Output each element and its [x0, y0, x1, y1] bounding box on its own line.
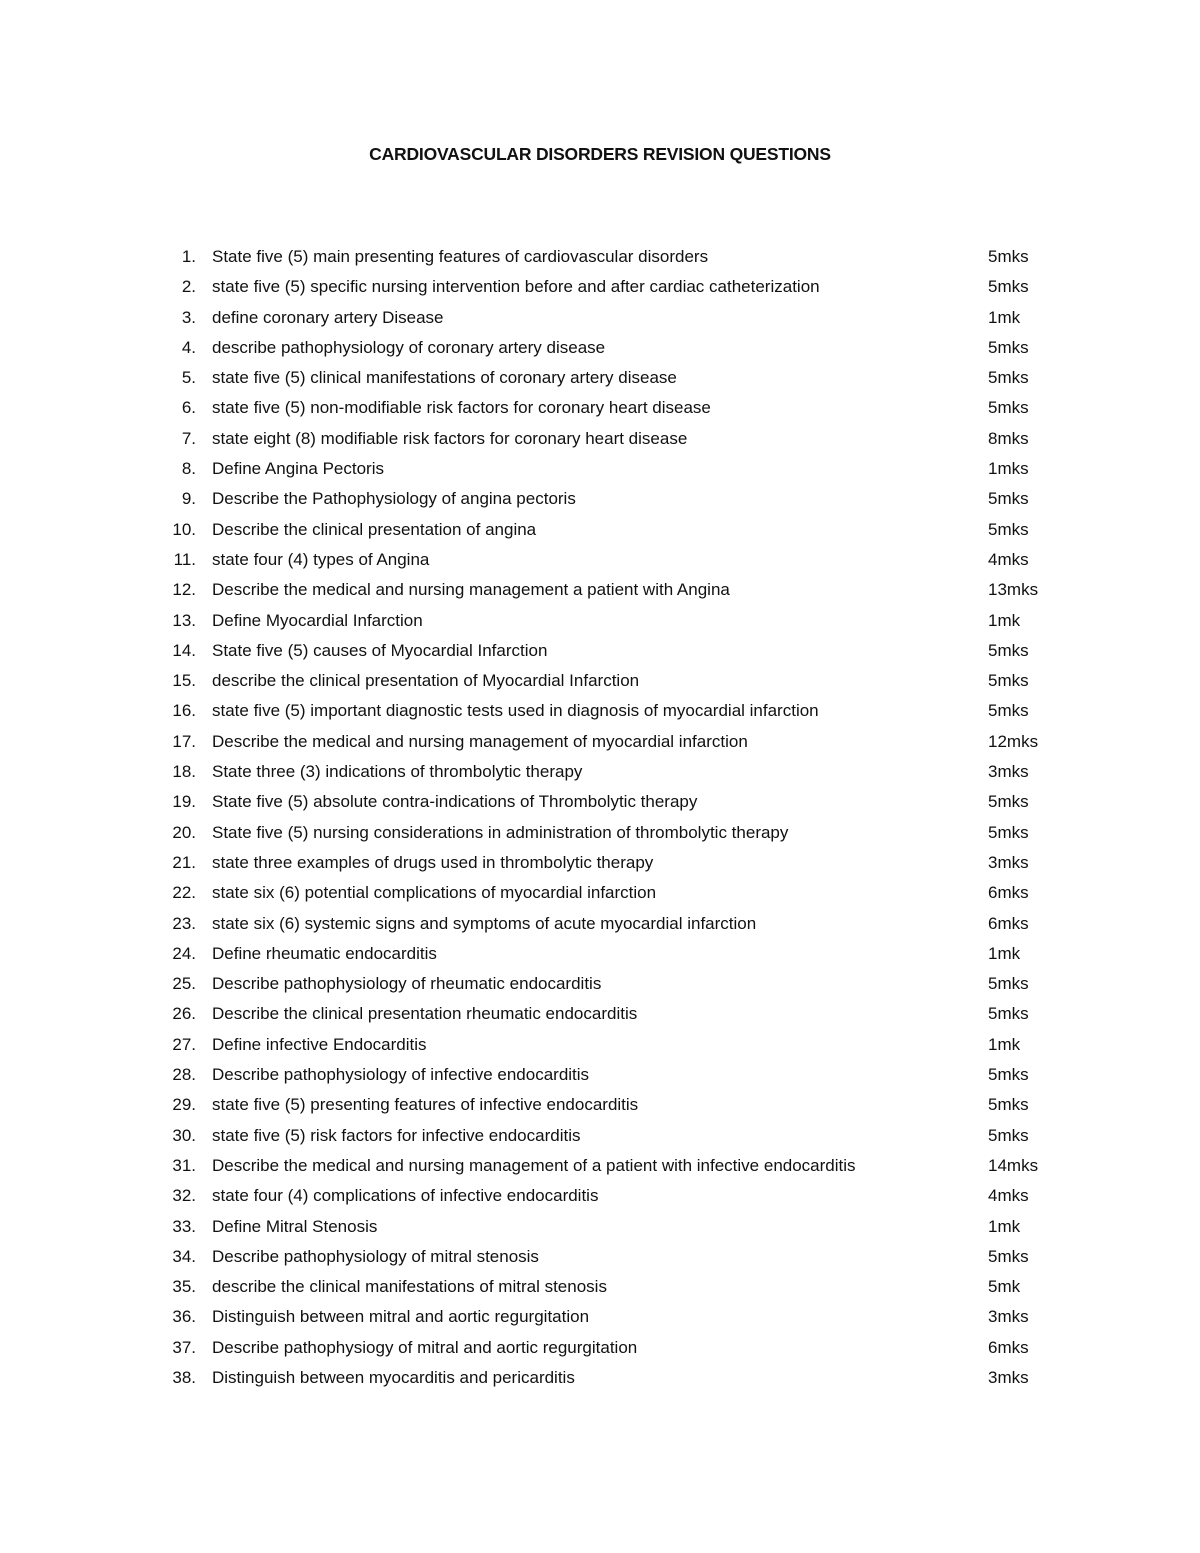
question-number: 17.: [172, 731, 196, 751]
question-marks: 4mks: [988, 549, 1029, 569]
question-item: [0, 1181, 1200, 1211]
question-item: [0, 242, 1200, 272]
question-marks: 5mks: [988, 822, 1029, 842]
question-item: [0, 818, 1200, 848]
question-marks: 12mks: [988, 731, 1039, 751]
question-item: [0, 1242, 1200, 1272]
question-number: 18.: [172, 762, 196, 782]
question-number: 23.: [172, 913, 196, 933]
question-number: 2.: [181, 277, 196, 297]
question-text: Describe pathophysiogy of mitral and aortic regurgitation: [212, 1337, 638, 1357]
question-item: [0, 848, 1200, 878]
question-text: Describe the medical and nursing management of a patient with infective endocarditis: [212, 1155, 856, 1175]
question-marks: 14mks: [988, 1155, 1039, 1175]
question-item: [0, 1121, 1200, 1151]
question-number: 32.: [172, 1186, 196, 1206]
question-item: [0, 636, 1200, 666]
question-text: state five (5) specific nursing intervention before and after cardiac catheterization: [212, 277, 820, 297]
question-number: 12.: [172, 580, 196, 600]
question-item: [0, 1030, 1200, 1060]
question-text: state three examples of drugs used in thrombolytic therapy: [212, 852, 654, 872]
question-number: 13.: [172, 610, 196, 630]
question-number: 9.: [181, 489, 196, 509]
question-text: Define Angina Pectoris: [212, 459, 384, 479]
question-marks: 6mks: [988, 1337, 1029, 1357]
question-number: 20.: [172, 822, 196, 842]
question-list: [0, 242, 1200, 1393]
question-item: [0, 424, 1200, 454]
question-number: 29.: [172, 1095, 196, 1115]
question-text: state five (5) risk factors for infective endocarditis: [212, 1125, 581, 1145]
question-marks: 5mks: [988, 337, 1029, 357]
question-number: 7.: [181, 428, 196, 448]
question-item: [0, 484, 1200, 514]
question-number: 5.: [181, 368, 196, 388]
question-item: [0, 1151, 1200, 1181]
question-marks: 5mks: [988, 489, 1029, 509]
question-text: state eight (8) modifiable risk factors for coronary heart disease: [212, 428, 688, 448]
question-item: [0, 454, 1200, 484]
question-text: describe pathophysiology of coronary artery disease: [212, 337, 606, 357]
question-number: 22.: [172, 883, 196, 903]
question-text: Describe the medical and nursing management a patient with Angina: [212, 580, 730, 600]
question-number: 15.: [172, 671, 196, 691]
question-item: [0, 999, 1200, 1029]
question-number: 31.: [172, 1155, 196, 1175]
question-text: Distinguish between myocarditis and pericarditis: [212, 1367, 575, 1387]
question-marks: 1mk: [988, 1034, 1021, 1054]
question-text: state five (5) clinical manifestations of coronary artery disease: [212, 368, 677, 388]
question-text: Define Mitral Stenosis: [212, 1216, 378, 1236]
question-marks: 1mk: [988, 307, 1021, 327]
question-number: 26.: [172, 1004, 196, 1024]
question-marks: 5mks: [988, 277, 1029, 297]
question-text: describe the clinical presentation of Myocardial Infarction: [212, 671, 640, 691]
question-marks: 3mks: [988, 1307, 1029, 1327]
question-number: 11.: [173, 549, 196, 569]
question-text: Describe pathophysiology of rheumatic endocarditis: [212, 974, 602, 994]
question-text: Describe pathophysiology of mitral stenosis: [212, 1246, 539, 1266]
question-text: state four (4) types of Angina: [212, 549, 430, 569]
question-number: 28.: [172, 1065, 196, 1085]
question-number: 3.: [181, 307, 196, 327]
question-item: [0, 878, 1200, 908]
question-marks: 6mks: [988, 913, 1029, 933]
question-item: [0, 545, 1200, 575]
question-item: [0, 787, 1200, 817]
question-item: [0, 727, 1200, 757]
question-number: 25.: [172, 974, 196, 994]
question-item: [0, 333, 1200, 363]
question-text: Define infective Endocarditis: [212, 1034, 427, 1054]
question-item: [0, 272, 1200, 302]
question-marks: 5mks: [988, 671, 1029, 691]
question-text: state five (5) presenting features of infective endocarditis: [212, 1095, 639, 1115]
question-number: 38.: [172, 1367, 196, 1387]
question-marks: 5mks: [988, 398, 1029, 418]
question-marks: 5mks: [988, 1125, 1029, 1145]
question-number: 6.: [181, 398, 196, 418]
question-marks: 6mks: [988, 883, 1029, 903]
question-item: [0, 666, 1200, 696]
question-marks: 5mk: [988, 1277, 1021, 1297]
question-marks: 5mks: [988, 1095, 1029, 1115]
question-marks: 5mks: [988, 1004, 1029, 1024]
question-text: State five (5) causes of Myocardial Infarction: [212, 640, 548, 660]
question-item: [0, 393, 1200, 423]
question-item: [0, 1302, 1200, 1332]
question-marks: 5mks: [988, 1246, 1029, 1266]
question-item: [0, 303, 1200, 333]
question-text: Describe the Pathophysiology of angina pectoris: [212, 489, 576, 509]
question-number: 27.: [172, 1034, 196, 1054]
question-text: Define Myocardial Infarction: [212, 610, 423, 630]
question-number: 30.: [172, 1125, 196, 1145]
question-text: state six (6) potential complications of myocardial infarction: [212, 883, 657, 903]
question-item: [0, 1272, 1200, 1302]
question-marks: 5mks: [988, 974, 1029, 994]
question-text: state four (4) complications of infective endocarditis: [212, 1186, 599, 1206]
question-marks: 1mk: [988, 610, 1021, 630]
question-marks: 3mks: [988, 1367, 1029, 1387]
question-text: state five (5) important diagnostic tests used in diagnosis of myocardial infarction: [212, 701, 819, 721]
question-number: 8.: [181, 459, 196, 479]
question-marks: 5mks: [988, 792, 1029, 812]
question-number: 4.: [181, 337, 196, 357]
question-item: [0, 939, 1200, 969]
question-text: State five (5) main presenting features of cardiovascular disorders: [212, 247, 709, 266]
question-number: 33.: [172, 1216, 196, 1236]
question-item: [0, 575, 1200, 605]
question-item: [0, 909, 1200, 939]
question-number: 36.: [172, 1307, 196, 1327]
question-item: [0, 696, 1200, 726]
question-marks: 5mks: [988, 640, 1029, 660]
question-marks: 13mks: [988, 580, 1039, 600]
question-item: [0, 757, 1200, 787]
question-marks: 5mks: [988, 519, 1029, 539]
question-marks: 3mks: [988, 852, 1029, 872]
question-text: Define rheumatic endocarditis: [212, 943, 437, 963]
question-marks: 5mks: [988, 368, 1029, 388]
question-text: Distinguish between mitral and aortic regurgitation: [212, 1307, 590, 1327]
page-title: CARDIOVASCULAR DISORDERS REVISION QUESTIONS: [369, 144, 831, 164]
question-text: state five (5) non-modifiable risk factors for coronary heart disease: [212, 398, 711, 418]
question-item: [0, 363, 1200, 393]
question-text: define coronary artery Disease: [212, 307, 444, 327]
question-item: [0, 1363, 1200, 1393]
question-item: [0, 1212, 1200, 1242]
question-text: Describe the clinical presentation of angina: [212, 519, 537, 539]
question-number: 19.: [172, 792, 196, 812]
question-item: [0, 1090, 1200, 1120]
question-number: 16.: [172, 701, 196, 721]
question-marks: 1mks: [988, 459, 1029, 479]
question-number: 24.: [172, 943, 196, 963]
question-marks: 1mk: [988, 943, 1021, 963]
question-number: 34.: [172, 1246, 196, 1266]
question-number: 1.: [181, 247, 196, 266]
question-text: describe the clinical manifestations of mitral stenosis: [212, 1277, 607, 1297]
question-item: [0, 1333, 1200, 1363]
question-text: State five (5) nursing considerations in administration of thrombolytic therapy: [212, 822, 789, 842]
question-marks: 5mks: [988, 1065, 1029, 1085]
question-marks: 8mks: [988, 428, 1029, 448]
question-number: 14.: [172, 640, 196, 660]
question-text: state six (6) systemic signs and symptoms of acute myocardial infarction: [212, 913, 757, 933]
question-number: 21.: [172, 852, 196, 872]
question-marks: 1mk: [988, 1216, 1021, 1236]
question-marks: 5mks: [988, 247, 1029, 266]
question-text: Describe the medical and nursing management of myocardial infarction: [212, 731, 748, 751]
question-text: Describe pathophysiology of infective endocarditis: [212, 1065, 590, 1085]
question-marks: 5mks: [988, 701, 1029, 721]
question-item: [0, 1060, 1200, 1090]
question-item: [0, 969, 1200, 999]
question-number: 10.: [172, 519, 196, 539]
question-item: [0, 606, 1200, 636]
question-number: 37.: [172, 1337, 196, 1357]
question-text: Describe the clinical presentation rheumatic endocarditis: [212, 1004, 638, 1024]
question-text: State three (3) indications of thrombolytic therapy: [212, 762, 583, 782]
question-number: 35.: [172, 1277, 196, 1297]
question-marks: 4mks: [988, 1186, 1029, 1206]
question-item: [0, 515, 1200, 545]
question-text: State five (5) absolute contra-indications of Thrombolytic therapy: [212, 792, 698, 812]
question-marks: 3mks: [988, 762, 1029, 782]
